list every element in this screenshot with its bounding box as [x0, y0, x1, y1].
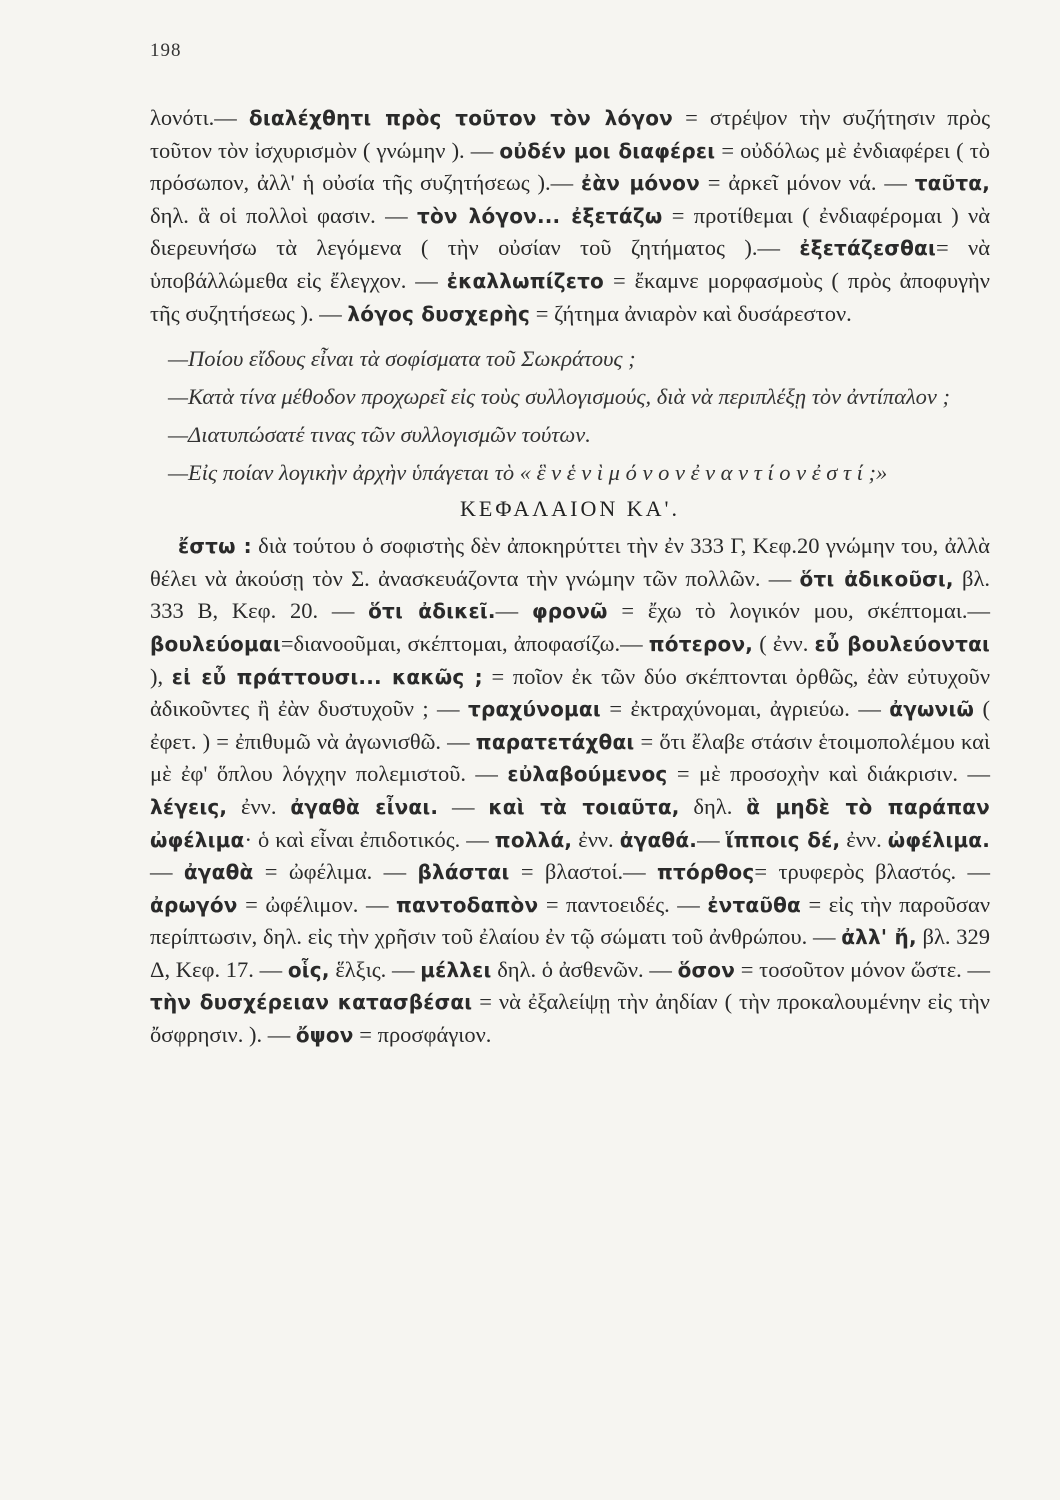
lemma-term: ἐξετάζεσθαι [799, 236, 936, 261]
gloss-text: ἐνν. [572, 826, 620, 852]
lemma-term: ἃ μηδὲ τὸ παράπαν ὠφέλιμα [150, 794, 990, 852]
lemma-term: ἐὰν μόνον [580, 171, 700, 196]
gloss-text: — [438, 793, 489, 819]
gloss-text: = μὲ προσοχὴν καὶ διάκρισιν. — [667, 761, 990, 787]
gloss-text: δηλ. ὁ ἀσθενῶν. — [491, 956, 678, 982]
review-questions [150, 342, 990, 490]
commentary-paragraph-1 [150, 102, 990, 330]
page-number: 198 [150, 40, 182, 61]
lemma-term: οἷς, [287, 957, 330, 982]
gloss-text: = ἔκαμνε μορφασμοὺς ( πρὸς ἀποφυγὴν τῆς συζητήσεως ). — [150, 267, 990, 326]
gloss-text: διὰ τούτου ὁ σοφιστὴς δὲν ἀποκηρύττει τὴν ἐν 333 Γ, Κεφ.20 γνώμην του, ἀλλὰ θέλει νὰ ἀκούσῃ τὸν Σ. ἀνασκευάζοντα τὴν γνώμην τῶν πολλῶν. — [150, 533, 990, 591]
gloss-text: βλ. 333 Β, Κεφ. 20. — [150, 565, 990, 624]
question-2: —Κατὰ τίνα μέθοδον προχωρεῖ εἰς τοὺς συλλογισμούς, διὰ νὰ περιπλέξῃ τὸν ἀντίπαλον ; [168, 384, 951, 410]
page-body [150, 102, 990, 1052]
lemma-term: βουλεύομαι [150, 631, 281, 656]
gloss-text: = ζήτημα ἀνιαρὸν καὶ δυσάρεστον. [530, 300, 852, 326]
gloss-text: — [495, 598, 532, 624]
question-4: —Εἰς ποίαν λογικὴν ἀρχὴν ὑπάγεται τὸ « ἓ ν ἑ ν ὶ μ ό ν ο ν ἐ ν α ν τ ί ο ν ἐ σ τ ί ;» [168, 460, 888, 486]
lemma-term: πολλά, [494, 827, 573, 852]
lemma-term: ἀλλ' ἤ, [841, 925, 917, 950]
gloss-text: = νὰ ἐξαλείψῃ τὴν ἀηδίαν ( τὴν προκαλουμένην εἰς τὴν ὄσφρησιν. ). — [150, 989, 990, 1048]
lemma-term: λέγεις, [150, 794, 228, 819]
gloss-text: δηλ. ἃ οἱ πολλοὶ φασιν. — [150, 202, 417, 228]
gloss-text: ἐνν. [840, 826, 888, 852]
lemma-term: πτόρθος [657, 860, 755, 885]
gloss-text: =διανοοῦμαι, σκέπτομαι, ἀποφασίζω.— [280, 630, 649, 656]
lemma-term: λόγος δυσχερὴς [347, 301, 531, 326]
gloss-text: = ὅτι ἔλαβε στάσιν ἑτοιμοπολέμου καὶ μὲ ἐφ' ὅπλου λόγχην πολεμιστοῦ. — [150, 728, 991, 787]
gloss-text: = εἰς τὴν παροῦσαν περίπτωσιν, δηλ. εἰς τὴν χρῆσιν τοῦ ἐλαίου ἐν τῷ σώματι τοῦ ἀνθρώπου. — [150, 891, 990, 950]
lemma-term: ἵπποις δέ, [725, 827, 841, 852]
lemma-term: ἀγωνιῶ [889, 697, 975, 722]
lemma-term: βλάσται [417, 860, 510, 885]
gloss-text: = τρυφερὸς βλαστός. — [754, 859, 990, 885]
gloss-text: = στρέψον τὴν συζήτησιν πρὸς τοῦτον τὸν ἰσχυρισμὸν ( γνώμην ). — [150, 105, 990, 163]
gloss-text: ἐνν. [227, 793, 291, 819]
gloss-text: ἕλξις. — [329, 956, 421, 982]
lemma-term: παντοδαπὸν [395, 892, 539, 917]
gloss-text: — [697, 826, 726, 852]
gloss-text: = τοσοῦτον μόνον ὥστε. — [735, 956, 990, 982]
gloss-text: = ἀρκεῖ μόνον νά. — [699, 170, 915, 196]
lemma-term: καὶ τὰ τοιαῦτα, [488, 794, 680, 819]
question-1: —Ποίου εἴδους εἶναι τὰ σοφίσματα τοῦ Σωκράτους ; [168, 346, 636, 372]
lemma-term: ὄψον [295, 1023, 354, 1048]
gloss-text: = ποῖον ἐκ τῶν δύο σκέπτονται ὀρθῶς, ἐὰν εὐτυχοῦν ἀδικοῦντες ἢ ἐὰν δυστυχοῦν ; — [150, 663, 990, 722]
lemma-term: τὸν λόγον... ἐξετάζω [416, 203, 663, 228]
lemma-term: ὠφέλιμα. [887, 827, 990, 852]
gloss-text: = προσφάγιον. [353, 1022, 492, 1048]
gloss-text: = βλαστοί.— [509, 859, 657, 885]
lemma-term: εἰ εὖ πράττουσι... κακῶς ; [171, 664, 483, 689]
gloss-text: = ἐκτραχύνομαι, ἀγριεύω. — [600, 696, 890, 722]
lemma-term: φρονῶ [531, 599, 608, 624]
lemma-term: ὅτι ἀδικεῖ. [368, 599, 496, 624]
gloss-text: · ὁ καὶ εἶναι ἐπιδοτικός. — [244, 826, 495, 852]
lemma-term: τραχύνομαι [468, 697, 601, 722]
gloss-text: = ἔχω τὸ λογικόν μου, σκέπτομαι.— [607, 598, 990, 624]
lemma-term: ταῦτα, [914, 171, 991, 196]
lemma-term: ἀγαθὰ εἶναι. [290, 794, 439, 819]
lemma-term: εὖ βουλεύονται [814, 631, 990, 656]
question-3: —Διατυπώσατέ τινας τῶν συλλογισμῶν τούτων. [168, 422, 591, 448]
gloss-text: — [150, 859, 184, 885]
lemma-term: οὐδέν μοι διαφέρει [499, 138, 716, 163]
lemma-term: ἐκαλλωπίζετο [446, 268, 604, 293]
chapter-title: ΚΕΦΑΛΑΙΟΝ ΚΑ'. [460, 496, 680, 522]
lemma-term: μέλλει [420, 957, 492, 982]
gloss-text: = παντοειδές. — [538, 891, 708, 917]
lemma-term: διαλέχθητι πρὸς τοῦτον τὸν λόγον [248, 106, 674, 130]
gloss-text: ), [150, 663, 172, 689]
lemma-term: ὅσον [677, 957, 736, 982]
gloss-text: δηλ. [679, 793, 747, 819]
lemma-term: ἀγαθά. [619, 827, 698, 852]
lemma-term: παρατετάχθαι [475, 729, 635, 754]
gloss-text: λονότι.— [150, 105, 249, 130]
lemma-term: ἔστω : [178, 534, 252, 559]
lemma-term: τὴν δυσχέρειαν κατασβέσαι [150, 990, 473, 1015]
gloss-text: = προτίθεμαι ( ἐνδιαφέρομαι ) νὰ διερευνήσω τὰ λεγόμενα ( τὴν οὐσίαν τοῦ ζητήματος ).— [150, 202, 990, 261]
lemma-term: εὐλαβούμενος [507, 762, 668, 787]
lemma-term: ὅτι ἀδικοῦσι, [799, 566, 954, 591]
lemma-term: πότερον, [648, 631, 754, 656]
lemma-term: ἀρωγόν [150, 892, 238, 917]
gloss-text: = ὠφέλιμον. — [237, 891, 396, 917]
book-page [150, 36, 990, 1476]
gloss-text: ( ἐνν. [753, 630, 815, 656]
gloss-text: = νὰ ὑποβάλλώμεθα εἰς ἔλεγχον. — [150, 235, 991, 293]
gloss-text: = οὐδόλως μὲ ἐνδιαφέρει ( τὸ πρόσωπον, ἀλλ' ἡ οὐσία τῆς συζητήσεως ).— [150, 137, 990, 196]
gloss-text: βλ. 329 Δ, Κεφ. 17. — [150, 924, 990, 982]
gloss-text: = ὠφέλιμα. — [253, 859, 418, 885]
lemma-term: ἀγαθὰ [183, 860, 254, 885]
commentary-paragraph-2 [150, 530, 990, 1052]
lemma-term: ἐνταῦθα [707, 892, 801, 917]
gloss-text: ( ἐφετ. ) = ἐπιθυμῶ νὰ ἀγωνισθῶ. — [150, 696, 990, 754]
